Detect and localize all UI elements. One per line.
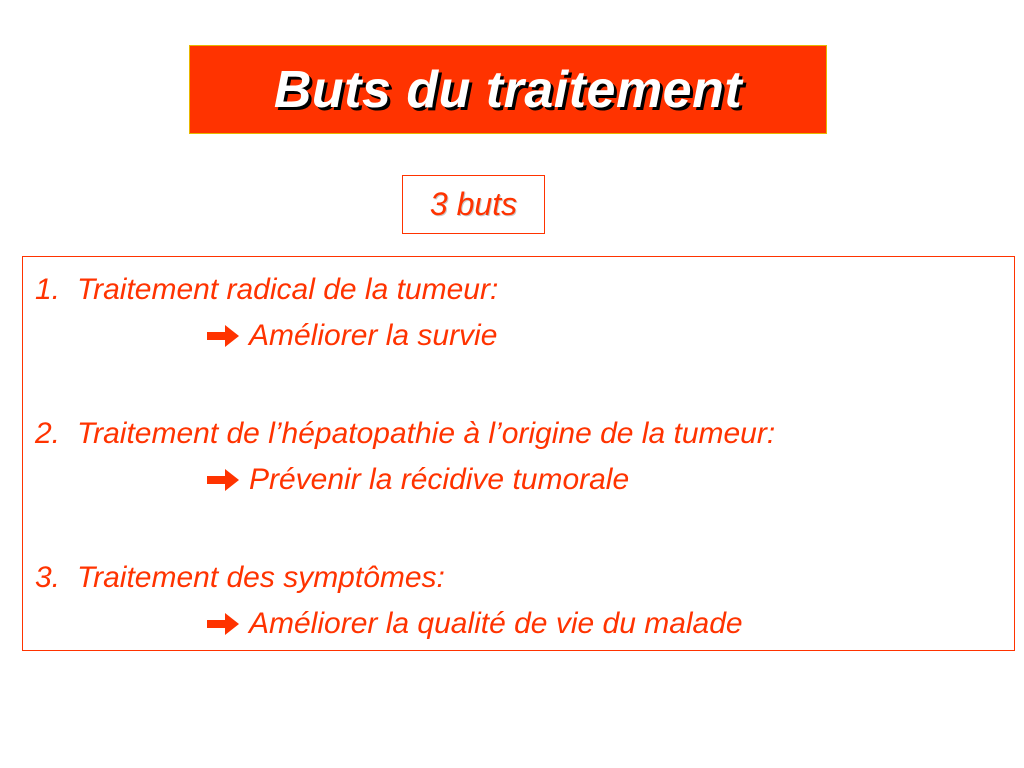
- goal-heading: [35, 411, 1014, 457]
- goals-list: [22, 256, 1015, 651]
- goal-text: Traitement radical de la tumeur:: [77, 273, 499, 306]
- slide-title: Buts du traitement: [273, 60, 743, 119]
- goal-outcome: Prévenir la récidive tumorale: [249, 463, 630, 496]
- arrow-right-icon: [205, 467, 241, 493]
- goal-heading: [35, 555, 1014, 601]
- goal-outcome: Améliorer la survie: [249, 319, 498, 352]
- goal-number: 1.: [35, 273, 61, 306]
- title-banner: [189, 45, 827, 134]
- goal-number: 3.: [35, 561, 61, 594]
- goal-outcome-line: [35, 601, 1014, 647]
- goal-item-1: [35, 267, 1014, 359]
- arrow-right-icon: [205, 323, 241, 349]
- goal-outcome-line: [35, 313, 1014, 359]
- goal-text: Traitement de l’hépatopathie à l’origine de la tumeur:: [77, 417, 776, 450]
- goal-text: Traitement des symptômes:: [77, 561, 445, 594]
- arrow-right-icon: [205, 611, 241, 637]
- goal-item-3: [35, 555, 1014, 647]
- subtitle-box: [402, 175, 545, 234]
- goal-heading: [35, 267, 1014, 313]
- goal-outcome: Améliorer la qualité de vie du malade: [249, 607, 743, 640]
- goal-outcome-line: [35, 457, 1014, 503]
- slide-subtitle: 3 buts: [429, 186, 518, 222]
- goal-number: 2.: [35, 417, 61, 450]
- goal-item-2: [35, 411, 1014, 503]
